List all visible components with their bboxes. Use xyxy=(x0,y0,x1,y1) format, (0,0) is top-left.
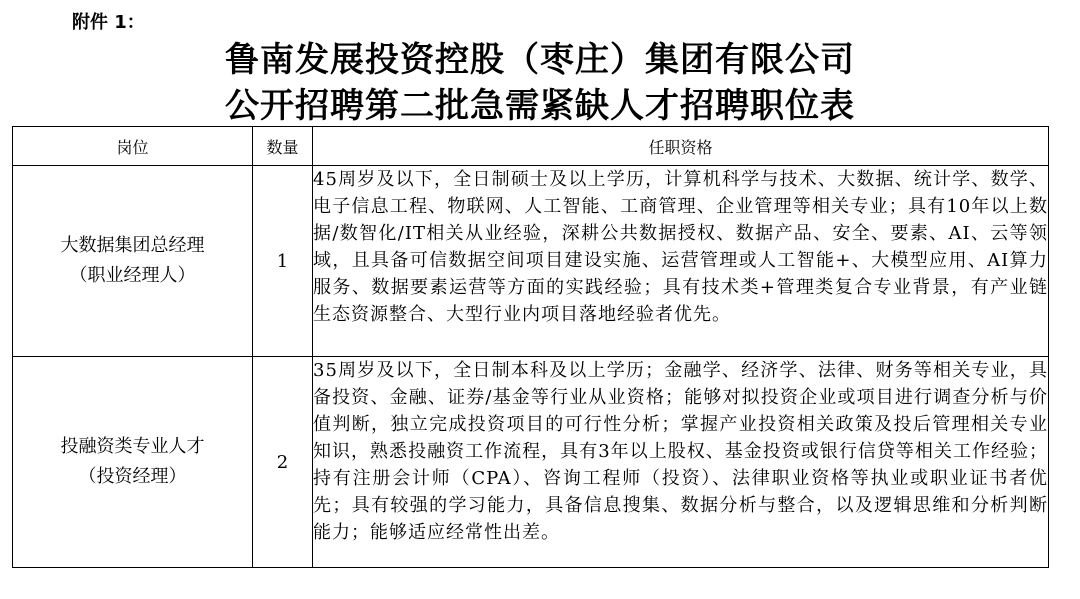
position-cell xyxy=(13,357,253,568)
position-title: 大数据集团总经理 xyxy=(60,235,205,256)
qualifications-cell: 35周岁及以下，全日制本科及以上学历；金融学、经济学、法律、财务等相关专业，具备投资、金融、证券/基金等行业从业资格；能够对拟投资企业或项目进行调查分析与价值判断，独立完成投资项目的可行性分析；掌握产业投资相关政策及投后管理相关专业知识，熟悉投融资工作流程，具有3年以上股权、基金投资或银行信贷等相关工作经验；持有注册会计师（CPA）、咨询工程师（投资）、法律职业资格等执业或职业证书者优先；具有较强的学习能力，具备信息搜集、数据分析与整合，以及逻辑思维和分析判断能力；能够适应经常性出差。 xyxy=(313,357,1049,568)
attachment-label: 附件 1： xyxy=(72,12,145,33)
quantity-cell: 2 xyxy=(253,357,313,568)
table-header-row xyxy=(13,127,1049,166)
page-title-line2: 公开招聘第二批急需紧缺人才招聘职位表 xyxy=(225,86,855,126)
table-row xyxy=(13,166,1049,357)
page-title-line1: 鲁南发展投资控股（枣庄）集团有限公司 xyxy=(225,40,855,80)
header-qualifications: 任职资格 xyxy=(313,127,1049,166)
position-subtitle: （职业经理人） xyxy=(69,265,196,286)
table-row xyxy=(13,357,1049,568)
header-quantity: 数量 xyxy=(253,127,313,166)
position-subtitle: （投资经理） xyxy=(78,466,187,487)
header-position: 岗位 xyxy=(13,127,253,166)
qualifications-cell: 45周岁及以下，全日制硕士及以上学历，计算机科学与技术、大数据、统计学、数学、电子信息工程、物联网、人工智能、工商管理、企业管理等相关专业；具有10年以上数据/数智化/IT相关从业经验，深耕公共数据授权、数据产品、安全、要素、AI、云等领域，且具备可信数据空间项目建设实施、运营管理或人工智能+、大模型应用、AI算力服务、数据要素运营等方面的实践经验；具有技术类+管理类复合专业背景，有产业链生态资源整合、大型行业内项目落地经验者优先。 xyxy=(313,166,1049,357)
positions-table xyxy=(12,126,1049,568)
position-title: 投融资类专业人才 xyxy=(60,436,205,457)
quantity-cell: 1 xyxy=(253,166,313,357)
position-cell xyxy=(13,166,253,357)
